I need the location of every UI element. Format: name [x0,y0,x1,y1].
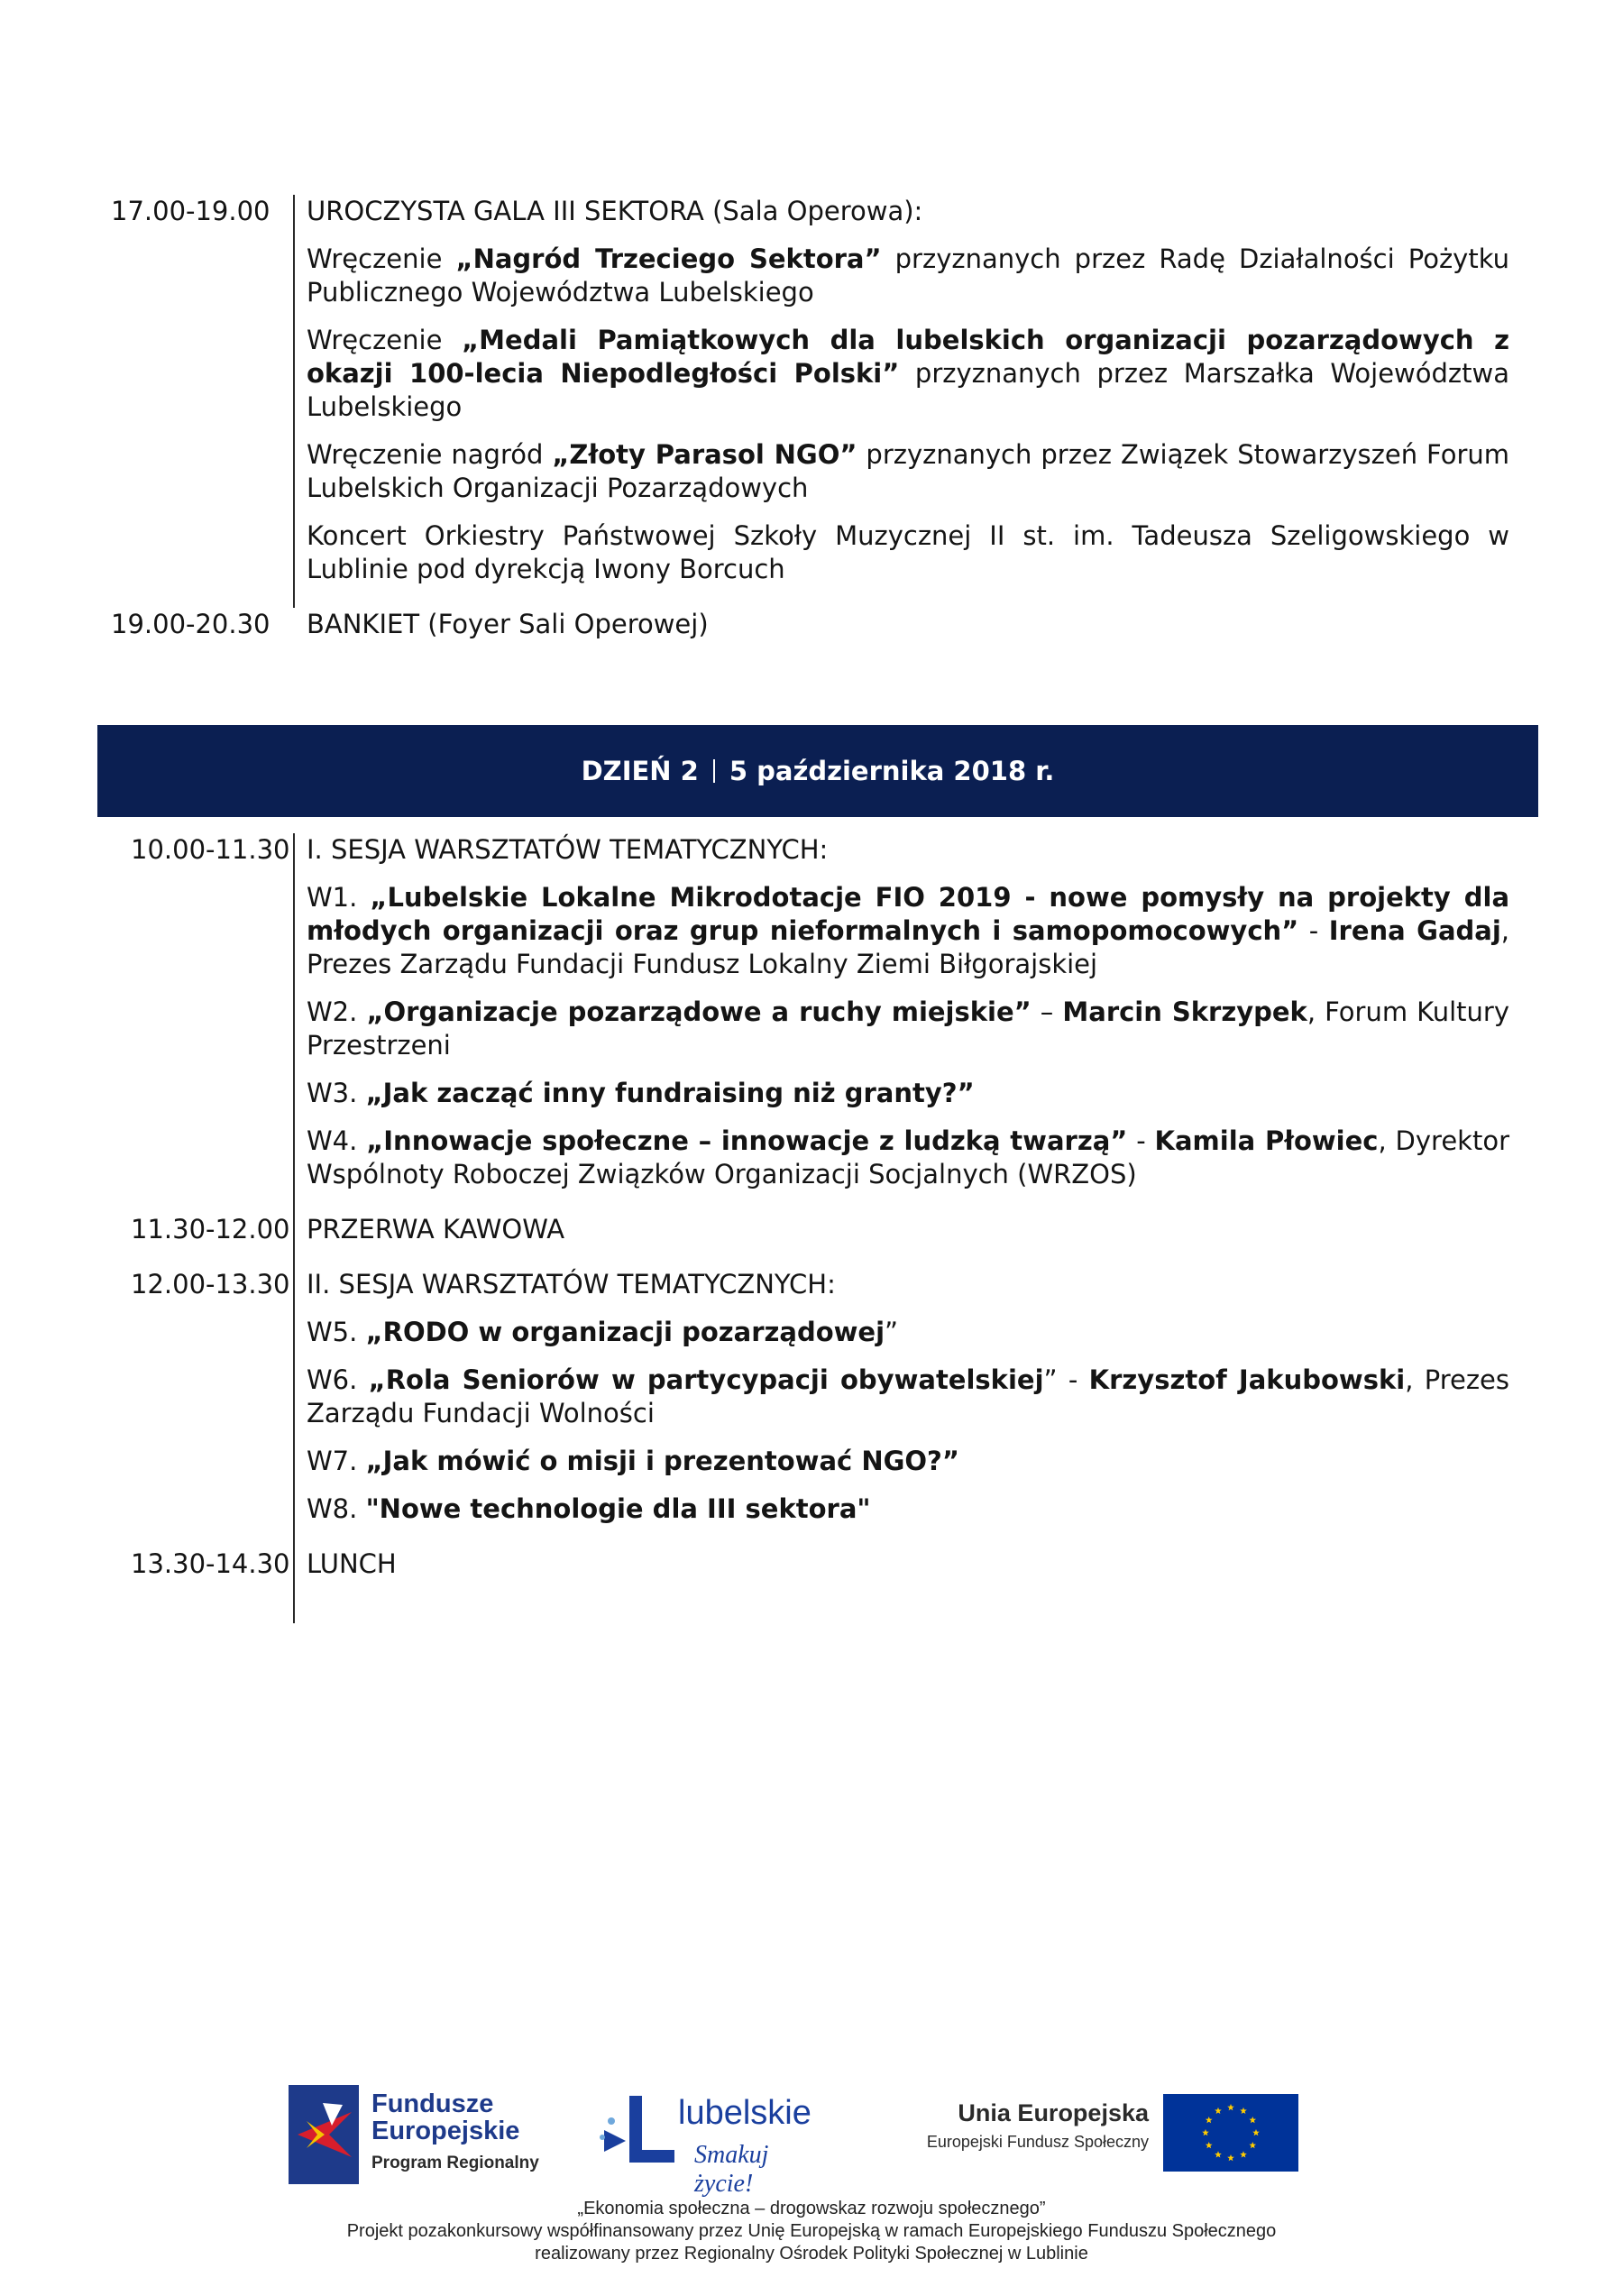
bold-text: „Rola Seniorów w partycypacji obywatelskiej [368,1364,1044,1395]
bold-text: „Medali Pamiątkowych dla lubelskich organizacji pozarządowych z okazji 100-lecia Niepodległości Polski” [307,325,1509,389]
bold-text: Kamila Płowiec [1154,1125,1379,1156]
fe-line2: Europejskie [371,2117,520,2145]
fe-line1: Fundusze [371,2089,494,2118]
text-segment: LUNCH [307,1548,397,1579]
content-paragraph [307,1213,1509,1246]
text-segment: BANKIET (Foyer Sali Operowej) [307,609,709,639]
time-slot: 10.00-11.30 [131,834,290,865]
bold-text: „Lubelskie Lokalne Mikrodotacje FIO 2019 - nowe pomysły na projekty dla młodych organizacji oraz grup nieformalnych i samopomocowych” [307,882,1510,946]
content-paragraph [307,1125,1509,1191]
day-date: 5 października 2018 r. [729,756,1055,786]
text-segment: - [1127,1125,1155,1156]
text-segment: W8. [307,1493,366,1524]
text-segment: W3. [307,1078,366,1108]
bold-text: „Innowacje społeczne – innowacje z ludzką twarzą” [366,1125,1128,1156]
bold-text: Irena Gadaj [1328,915,1501,946]
content-paragraph [307,1445,1509,1478]
bold-text: „Jak mówić o misji i prezentować NGO?” [365,1446,959,1476]
text-segment: - [1298,915,1329,946]
text-segment: przyznanych przez Radę Działalności Pożytku Publicznego Województwa Lubelskiego [307,243,1509,308]
text-segment: przyznanych przez Marszałka Województwa Lubelskiego [307,358,1509,422]
fundusze-europejskie-logo [289,2080,559,2188]
fe-line3: Program Regionalny [371,2154,539,2172]
row-content [307,1548,1509,1581]
banner-separator [713,759,715,783]
row-content [307,833,1509,1191]
timeline-divider [293,833,295,1623]
content-paragraph [307,1268,1509,1301]
bold-text: „Organizacje pozarządowe a ruchy miejskie” [366,996,1032,1027]
text-segment: W4. [307,1125,367,1156]
text-segment: W7. [307,1446,366,1476]
content-paragraph [307,1548,1509,1581]
unia-europejska-logo [902,2090,1298,2181]
time-slot: 13.30-14.30 [131,1548,290,1579]
day-label: DZIEŃ 2 [581,756,699,786]
bold-text: „RODO w organizacji pozarządowej [365,1317,885,1347]
timeline-divider [293,195,295,608]
footer-cofinancing: Projekt pozakonkursowy współfinansowany przez Unię Europejską w ramach Europejskiego Funduszu Społecznego [346,2221,1277,2241]
fe-star-icon [289,2085,359,2184]
time-slot: 12.00-13.30 [131,1269,290,1300]
footer-implementer: realizowany przez Regionalny Ośrodek Polityki Społecznej w Lublinie [535,2244,1088,2264]
bold-text: „Nagród Trzeciego Sektora” [455,243,882,274]
time-slot: 11.30-12.00 [131,1214,290,1244]
text-segment: , Prezes Zarządu Fundacji Fundusz Lokalny Ziemi Biłgorajskiej [307,915,1509,979]
bold-text: Krzysztof Jakubowski [1088,1364,1406,1395]
content-paragraph [307,438,1509,505]
bold-text: „Złoty Parasol NGO” [552,439,857,470]
content-paragraph [307,1492,1509,1526]
content-paragraph [307,833,1509,867]
time-slot: 17.00-19.00 [111,196,270,226]
content-paragraph [307,1364,1509,1430]
day2-banner [97,725,1538,817]
bold-text: „Jak zacząć inny fundraising niż granty?” [365,1078,975,1108]
row-content [307,608,1509,641]
footer-project-title: „Ekonomia społeczna – drogowskaz rozwoju społecznego” [577,2199,1046,2218]
project-footer [0,2198,1623,2265]
row-content [307,1268,1509,1526]
content-paragraph [307,243,1509,309]
sponsor-logos [270,2071,1316,2197]
lubelskie-slogan: Smakuj życie! [694,2141,769,2198]
text-segment: I. SESJA WARSZTATÓW TEMATYCZNYCH: [307,834,829,865]
bold-text: "Nowe technologie dla III sektora" [365,1493,871,1524]
time-slot: 19.00-20.30 [111,609,270,639]
text-segment: Wręczenie [307,325,463,355]
row-content [307,1213,1509,1246]
text-segment: , Forum Kultury Przestrzeni [307,996,1509,1061]
text-segment: W2. [307,996,367,1027]
content-paragraph [307,324,1509,424]
text-segment: II. SESJA WARSZTATÓW TEMATYCZNYCH: [307,1269,836,1300]
content-paragraph [307,519,1509,586]
text-segment: Koncert Orkiestry Państwowej Szkoły Muzycznej II st. im. Tadeusza Szeligowskiego w Lublinie pod dyrekcją Iwony Borcuch [307,520,1509,584]
text-segment: Wręczenie nagród [307,439,553,470]
lubelskie-l-icon [595,2094,676,2175]
ue-line1: Unia Europejska [958,2099,1149,2126]
eu-flag-icon [1163,2094,1298,2172]
text-segment: przyznanych przez Związek Stowarzyszeń Forum Lubelskich Organizacji Pozarządowych [307,439,1509,503]
bold-text: Marcin Skrzypek [1062,996,1307,1027]
text-segment: PRZERWA KAWOWA [307,1214,565,1244]
ue-line2: Europejski Fundusz Społeczny [926,2133,1149,2151]
row-content [307,195,1509,586]
text-segment: , Prezes Zarządu Fundacji Wolności [307,1364,1509,1428]
content-paragraph [307,1077,1509,1110]
text-segment: ” [885,1317,899,1347]
lubelskie-name: lubelskie [678,2094,812,2132]
text-segment: W1. [307,882,371,913]
text-segment: UROCZYSTA GALA III SEKTORA (Sala Operowa): [307,196,923,226]
text-segment: , Dyrektor Wspólnoty Roboczej Związków Organizacji Socjalnych (WRZOS) [307,1125,1510,1189]
lubelskie-logo [595,2089,830,2198]
content-paragraph [307,996,1509,1062]
text-segment: ” - [1043,1364,1089,1395]
text-segment: – [1031,996,1063,1027]
text-segment: Wręczenie [307,243,456,274]
content-paragraph [307,608,1509,641]
content-paragraph [307,1316,1509,1349]
text-segment: W6. [307,1364,369,1395]
content-paragraph [307,881,1509,981]
text-segment: W5. [307,1317,366,1347]
content-paragraph [307,195,1509,228]
